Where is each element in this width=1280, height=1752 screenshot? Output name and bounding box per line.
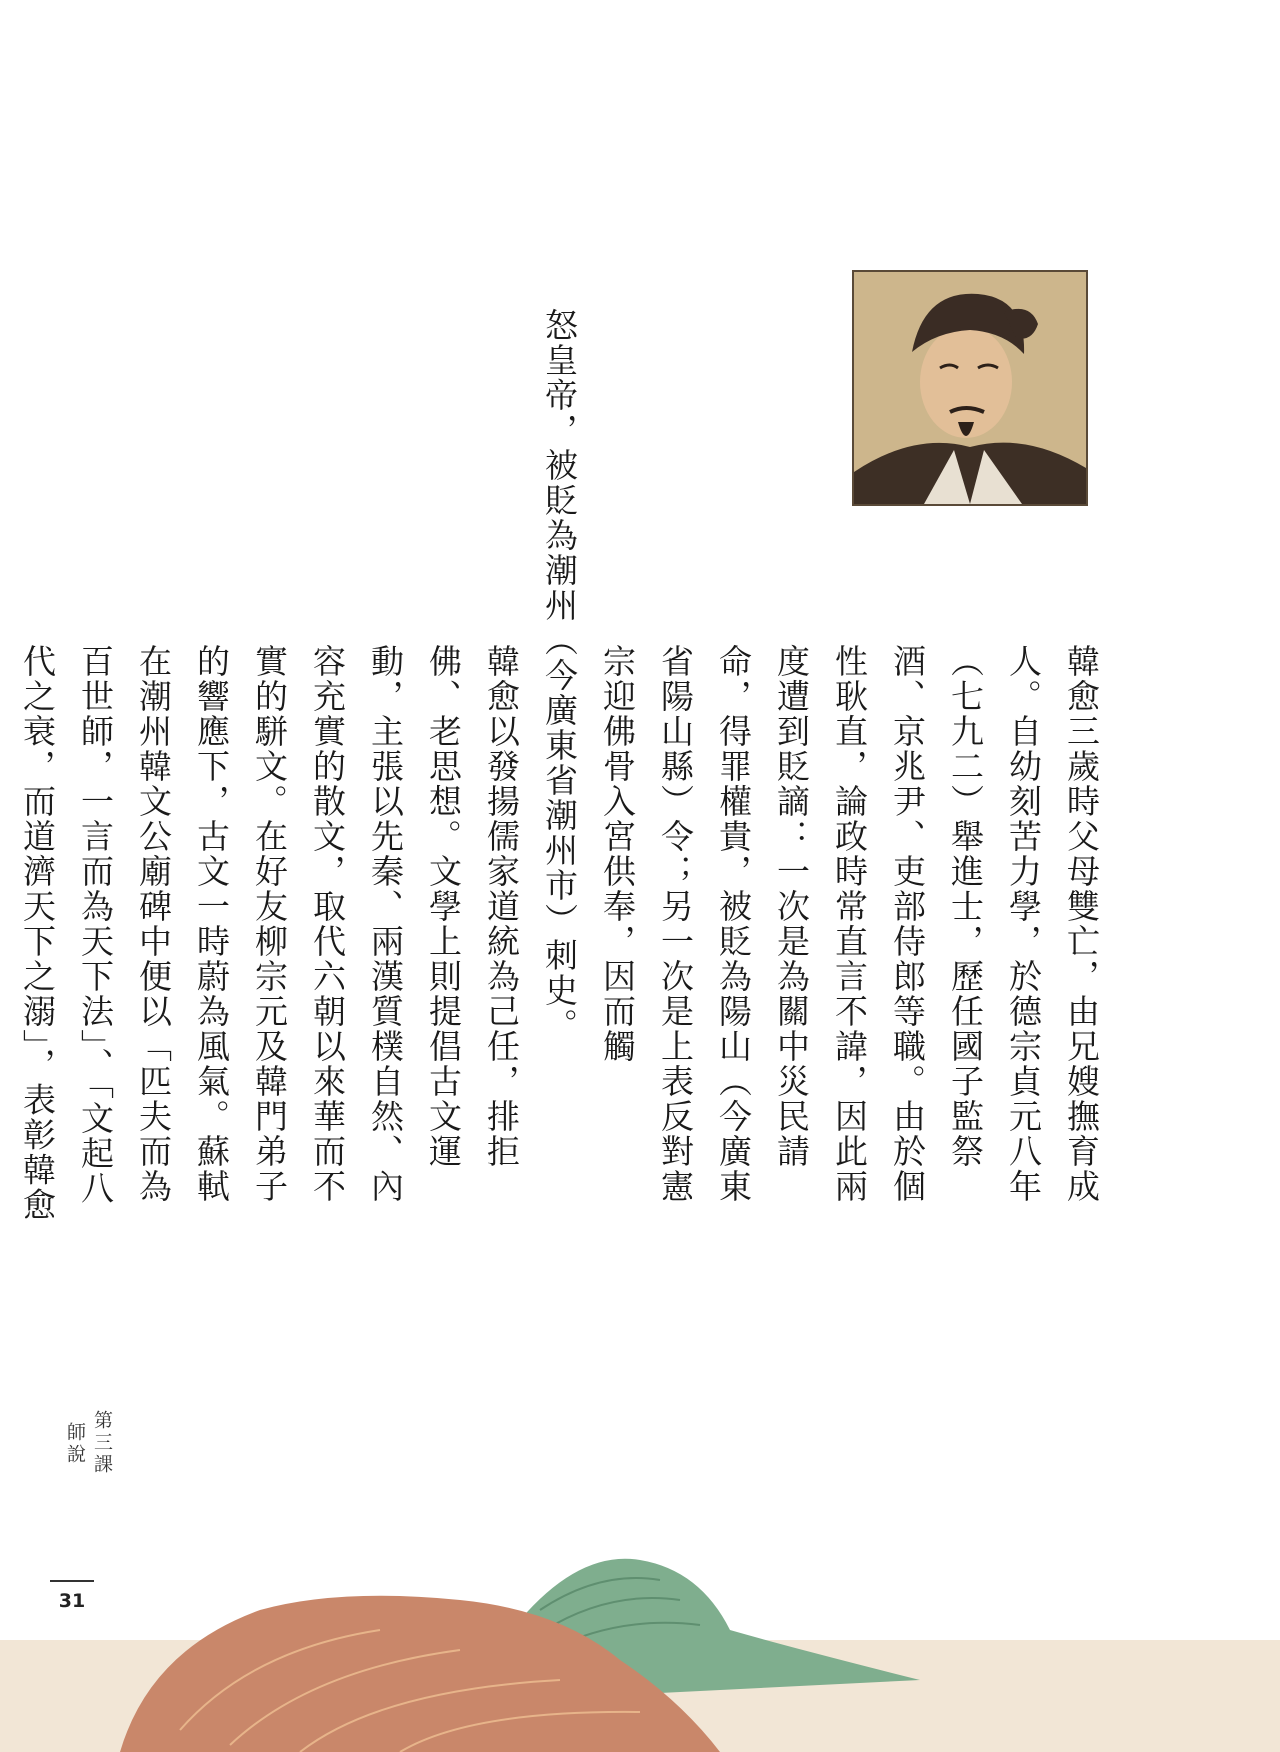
han-yu-portrait-image <box>852 270 1088 506</box>
lesson-number: 第三課 <box>91 1410 113 1476</box>
paragraph-early-career: 韓愈三歲時父母雙亡，由兄嫂撫育成人。自幼刻苦力學，於德宗貞元八年（七九二）舉進士，歷任國子監祭酒、京兆尹、吏部侍郎等職。由於個性耿直，論政時常直言不諱，因此兩度遭到貶謫：一次是為關中災民請命，得罪權貴，被貶為陽山（今廣東省陽山縣）令；另一次是上表反對憲宗迎佛骨入宮供奉，因而觸 <box>598 644 1101 1204</box>
paragraph-literary-movement: 韓愈以發揚儒家道統為己任，排拒佛、老思想。文學上則提倡古文運動，主張以先秦、兩漢質樸自然、內容充實的散文，取代六朝以來華而不實的駢文。在好友柳宗元及韓門弟子的響應下，古文一時蔚為風氣。蘇軾在潮州韓文公廟碑中便以「匹夫而為百世師，一言而為天下法」、「文起八代之衰，而道濟天下之溺」，表彰韓愈 <box>18 644 521 1223</box>
lesson-title: 師說 <box>64 1422 86 1466</box>
biography-text <box>0 308 1110 1238</box>
mountain-landscape-illustration <box>0 1530 1280 1752</box>
page-number: 31 <box>58 1590 86 1612</box>
lesson-label <box>62 1410 116 1476</box>
portrait-illustration <box>854 272 1086 504</box>
paragraph-exile-continued: 怒皇帝，被貶為潮州（今廣東省潮州市）刺史。 <box>540 308 579 1043</box>
